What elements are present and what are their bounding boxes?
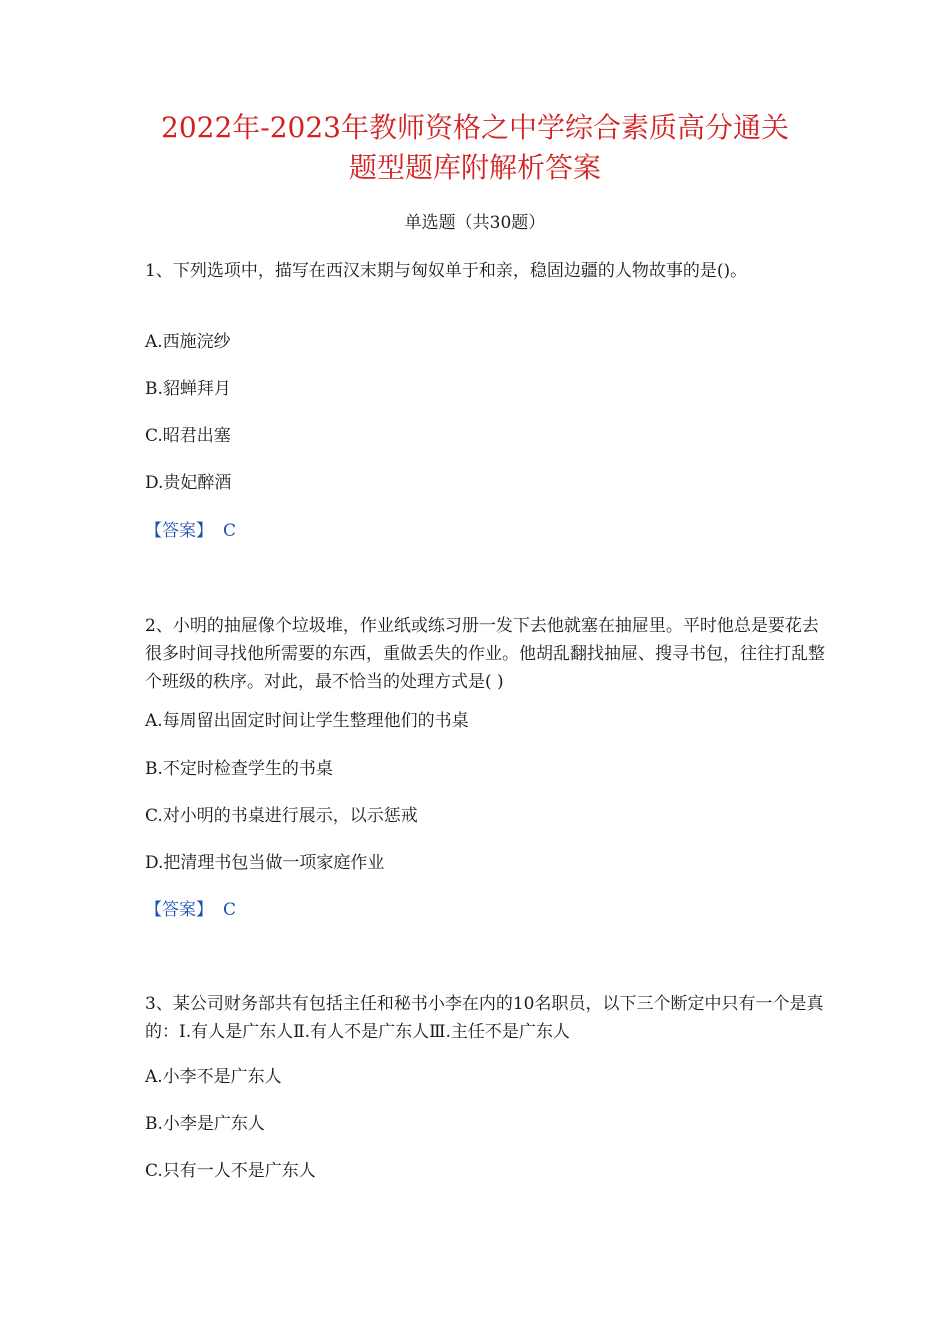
answer-label: 【答案】 [145,900,213,920]
title-line-2: 题型题库附解析答案 [348,151,601,184]
title-line-1: 2022年-2023年教师资格之中学综合素质高分通关 [161,111,789,144]
document-title [60,108,890,188]
question-1-option-c: C.昭君出塞 [145,426,231,446]
question-2-text: 2、小明的抽屉像个垃圾堆，作业纸或练习册一发下去他就塞在抽屉里。平时他总是要花去很多时间寻找他所需要的东西，重做丢失的作业。他胡乱翻找抽屉、搜寻书包，往往打乱整个班级的秩序。对此，最不恰当的处理方式是( ) [145,616,825,692]
answer-value: C [223,900,237,920]
question-3-option-b: B.小李是广东人 [145,1114,265,1134]
question-2-option-b: B.不定时检查学生的书桌 [145,759,333,779]
question-2-option-a: A.每周留出固定时间让学生整理他们的书桌 [145,711,469,731]
question-2-option-d: D.把清理书包当做一项家庭作业 [145,853,385,873]
question-1-option-d: D.贵妃醉酒 [145,473,232,493]
question-3-option-c: C.只有一人不是广东人 [145,1161,316,1181]
question-1-text: 1、下列选项中，描写在西汉末期与匈奴单于和亲，稳固边疆的人物故事的是()。 [145,261,748,281]
question-1-answer [145,519,236,543]
question-1-option-a: A.西施浣纱 [145,332,231,352]
answer-label: 【答案】 [145,521,213,541]
question-2-answer [145,898,236,922]
answer-value: C [223,521,237,541]
question-2-option-c: C.对小明的书桌进行展示，以示惩戒 [145,806,418,826]
question-1-option-b: B.貂蝉拜月 [145,379,231,399]
question-3-text: 3、某公司财务部共有包括主任和秘书小李在内的10名职员，以下三个断定中只有一个是真的：Ⅰ.有人是广东人Ⅱ.有人不是广东人Ⅲ.主任不是广东人 [145,994,824,1042]
question-3-option-a: A.小李不是广东人 [145,1067,282,1087]
section-heading: 单选题（共30题） [404,213,546,233]
